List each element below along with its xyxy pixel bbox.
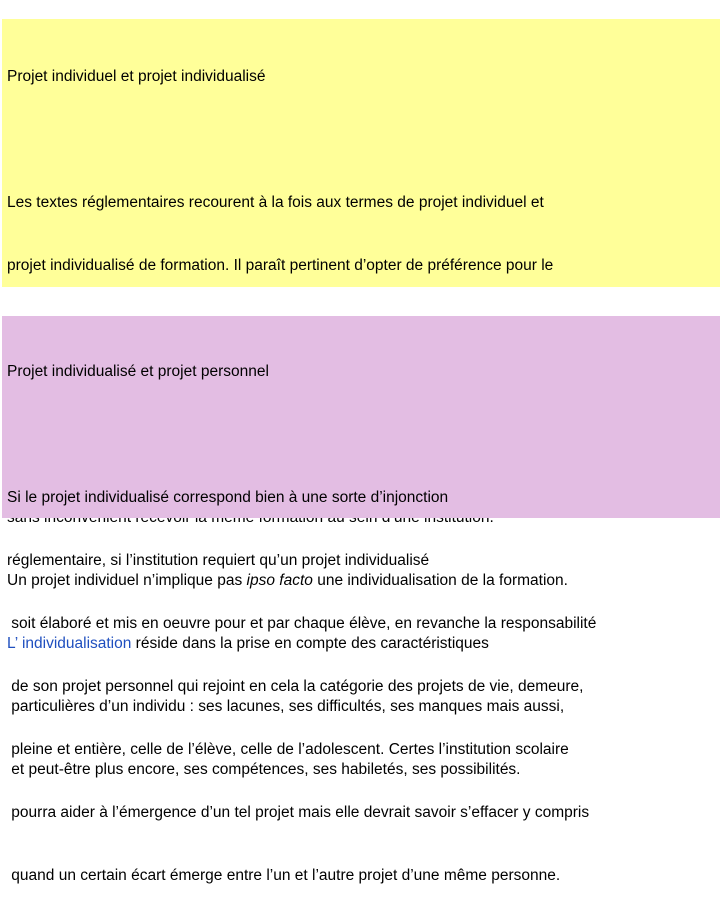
section1-line-10: et peut-être plus encore, ses compétences, ses habiletés, ses possibilités. [7, 761, 521, 778]
section1-line-7 [7, 570, 720, 591]
section1-title: Projet individuel et projet individualisé [7, 68, 266, 85]
section2-line-6: pourra aider à l’émergence d’un tel projet mais elle devrait savoir s’effacer y compris [7, 804, 590, 821]
individualisation-highlight: L’ individualisation [7, 635, 132, 652]
section1-line-9: particulières d’un individu : ses lacunes, ses difficultés, ses manques mais aussi, [7, 698, 565, 715]
section1-line-7-end: une individualisation de la formation. [312, 572, 568, 589]
section2-line-7: quand un certain écart émerge entre l’un et l’autre projet d’une même personne. [7, 867, 561, 884]
section1-line-8 [7, 633, 720, 654]
spacer [7, 129, 720, 150]
section1-line-7-start: Un projet individuel n’implique pas [7, 572, 247, 589]
section2-line-3: soit élaboré et mis en oeuvre pour et par chaque élève, en revanche la responsabilité [7, 615, 597, 632]
section2-line-1: Si le projet individualisé correspond bien à une sorte d’injonction [7, 489, 449, 506]
section1-line-8-end: réside dans la prise en compte des caractéristiques [131, 635, 489, 652]
ipso-facto-italic: ipso facto [246, 572, 313, 589]
section1-line-1: Les textes réglementaires recourent à la fois aux termes de projet individuel et [7, 194, 544, 211]
section2-line-4: de son projet personnel qui rejoint en cela la catégorie des projets de vie, demeure, [7, 678, 584, 695]
section2-title: Projet individualisé et projet personnel [7, 363, 269, 380]
section1-line-2: projet individualisé de formation. Il paraît pertinent d’opter de préférence pour le [7, 257, 554, 274]
section2-line-2: réglementaire, si l’institution requiert qu’un projet individualisé [7, 552, 430, 569]
spacer [7, 424, 720, 445]
section2-line-5: pleine et entière, celle de l’élève, celle de l’adolescent. Certes l’institution scolaire [7, 741, 569, 758]
